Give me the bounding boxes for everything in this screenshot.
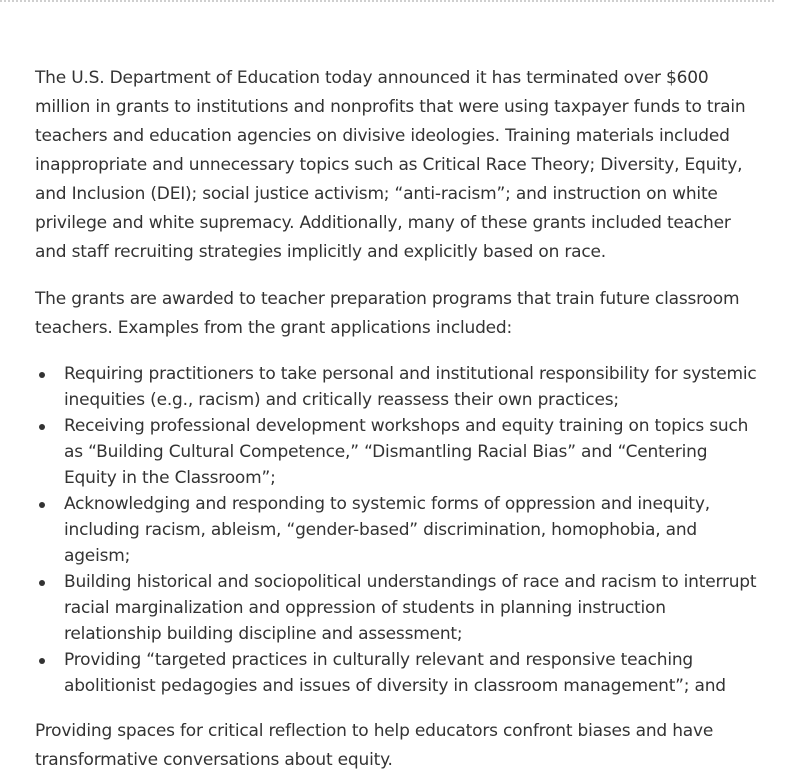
list-item-text: Building historical and sociopolitical understandings of race and racism to interrupt racial marginalization and oppression of students in planning instruction relationship building discipline and assessment;	[64, 572, 757, 644]
list-item-text: Acknowledging and responding to systemic forms of oppression and inequity, including racism, ableism, “gender-based” discrimination, homophobia, and ageism;	[64, 494, 710, 566]
list-item-text: Receiving professional development workshops and equity training on topics such as “Building Cultural Competence,” “Dismantling Racial Bias” and “Centering Equity in the Classroom”;	[64, 416, 749, 488]
examples-list	[35, 361, 760, 699]
bullet-icon	[39, 580, 45, 586]
article-body	[35, 64, 760, 775]
list-item	[64, 569, 760, 647]
list-item	[64, 491, 760, 569]
intro-paragraph: The U.S. Department of Education today announced it has terminated over $600 million in grants to institutions and nonprofits that were using taxpayer funds to train teachers and education agencies on divisive ideologies. Training materials included inappropriate and unnecessary topics such as Critical Race Theory; Diversity, Equity, and Inclusion (DEI); social justice activism; “anti-racism”; and instruction on white privilege and white supremacy. Additionally, many of these grants included teacher and staff recruiting strategies implicitly and explicitly based on race.	[35, 68, 746, 262]
list-item-text: Requiring practitioners to take personal and institutional responsibility for systemic inequities (e.g., racism) and critically reassess their own practices;	[64, 364, 757, 410]
examples-intro-paragraph: The grants are awarded to teacher preparation programs that train future classroom teachers. Examples from the grant applications included:	[35, 289, 740, 338]
bullet-icon	[39, 658, 45, 664]
list-item	[64, 413, 760, 491]
bullet-icon	[39, 424, 45, 430]
list-item	[64, 361, 760, 413]
top-divider	[0, 0, 774, 2]
list-item-text: Providing “targeted practices in culturally relevant and responsive teaching abolitionist pedagogies and issues of diversity in classroom management”; and	[64, 650, 726, 696]
bullet-icon	[39, 502, 45, 508]
closing-paragraph: Providing spaces for critical reflection to help educators confront biases and have transformative conversations about equity.	[35, 721, 714, 770]
list-item	[64, 647, 760, 699]
bullet-icon	[39, 372, 45, 378]
